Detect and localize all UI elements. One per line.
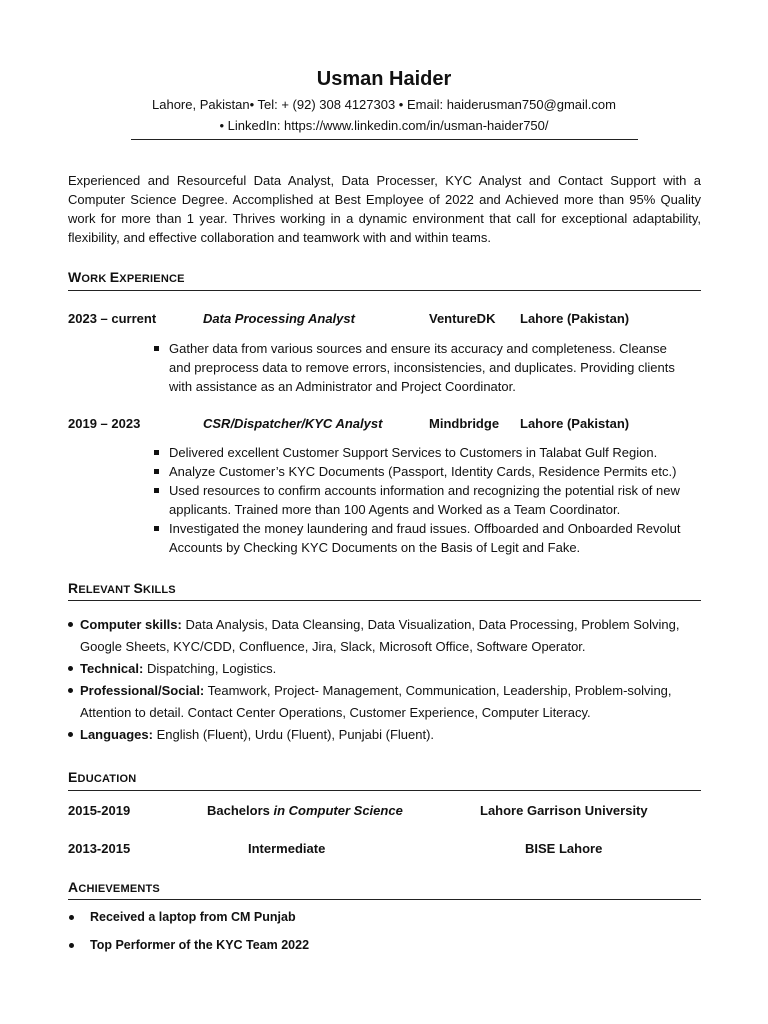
job-company: VentureDK [429,311,496,326]
work-experience-rule [68,290,701,291]
contact-line-2: • LinkedIn: https://www.linkedin.com/in/usman-haider750/ [219,118,549,133]
list-item: Top Performer of the KYC Team 2022 [68,936,701,955]
skill-text: English (Fluent), Urdu (Fluent), Punjabi (Fluent). [152,727,435,742]
list-item: Used resources to confirm accounts information and recognizing the potential risk of new applicants. Trained more than 100 Agents and Worked as a Team Coordinator. [151,481,696,519]
job-role: Data Processing Analyst [203,311,355,326]
list-item [68,614,708,658]
skills-list [68,614,708,746]
job-dates: 2023 – current [68,311,157,326]
achievements-heading: ACHIEVEMENTS [68,879,160,895]
job-company: Mindbridge [429,416,500,431]
list-item [68,680,708,724]
skill-label: Technical: [80,661,144,676]
job-location: Lahore (Pakistan) [520,311,630,326]
education-degree: Intermediate [248,841,326,856]
achievements-rule [68,899,701,900]
job-dates: 2019 – 2023 [68,416,141,431]
skill-text: Data Analysis, Data Cleansing, Data Visualization, Data Processing, Problem Solving, Google Sheets, KYC/CDD, Confluence, Jira, Slack, Microsoft Office, Software Operator. [80,617,680,654]
list-item: Analyze Customer’s KYC Documents (Passport, Identity Cards, Residence Permits etc.) [151,462,696,481]
education-institution: Lahore Garrison University [480,803,648,818]
job-role: CSR/Dispatcher/KYC Analyst [203,416,383,431]
skill-label: Professional/Social: [80,683,205,698]
list-item [68,658,708,680]
list-item: Delivered excellent Customer Support Services to Customers in Talabat Gulf Region. [151,443,696,462]
job-bullets [151,339,691,396]
header-divider [131,139,638,140]
education-degree: Bachelors in Computer Science [207,803,403,818]
skills-heading: RELEVANT SKILLS [68,580,176,596]
candidate-name: Usman Haider [316,68,452,90]
skill-label: Computer skills: [80,617,182,632]
education-years: 2015-2019 [68,803,131,818]
contact-line-1: Lahore, Pakistan• Tel: + (92) 308 4127303 • Email: haiderusman750@gmail.com [152,97,616,112]
skill-text: Teamwork, Project- Management, Communication, Leadership, Problem-solving, Attention to detail. Contact Center Operations, Customer Experience, Computer Literacy. [80,683,672,720]
skill-label: Languages: [80,727,153,742]
education-years: 2013-2015 [68,841,131,856]
job-location: Lahore (Pakistan) [520,416,630,431]
education-institution: BISE Lahore [525,841,603,856]
work-experience-heading: WORK EXPERIENCE [68,269,185,285]
list-item: Received a laptop from CM Punjab [68,908,701,927]
list-item [68,724,708,746]
professional-summary: Experienced and Resourceful Data Analyst, Data Processer, KYC Analyst and Contact Support with a Computer Science Degree. Accomplished at Best Employee of 2022 and Achieved more than 95% Quality work for more than 1 year. Thrives working in a dynamic environment that call for exceptional adaptability, flexibility, and effective collaboration and teamwork with and within teams. [68,173,701,245]
skills-rule [68,600,701,601]
job-bullets [151,443,696,557]
education-heading: EDUCATION [68,769,137,785]
skill-text: Dispatching, Logistics. [143,661,277,676]
education-rule [68,790,701,791]
list-item: Investigated the money laundering and fraud issues. Offboarded and Onboarded Revolut Accounts by Checking KYC Documents on the Basis of Legit and Fake. [151,519,696,557]
list-item: Gather data from various sources and ensure its accuracy and completeness. Cleanse and preprocess data to remove errors, inconsistencies, and duplicates. Providing clients with assistance as an Administrator and Project Coordinator. [151,339,691,396]
achievements-list [68,908,701,955]
